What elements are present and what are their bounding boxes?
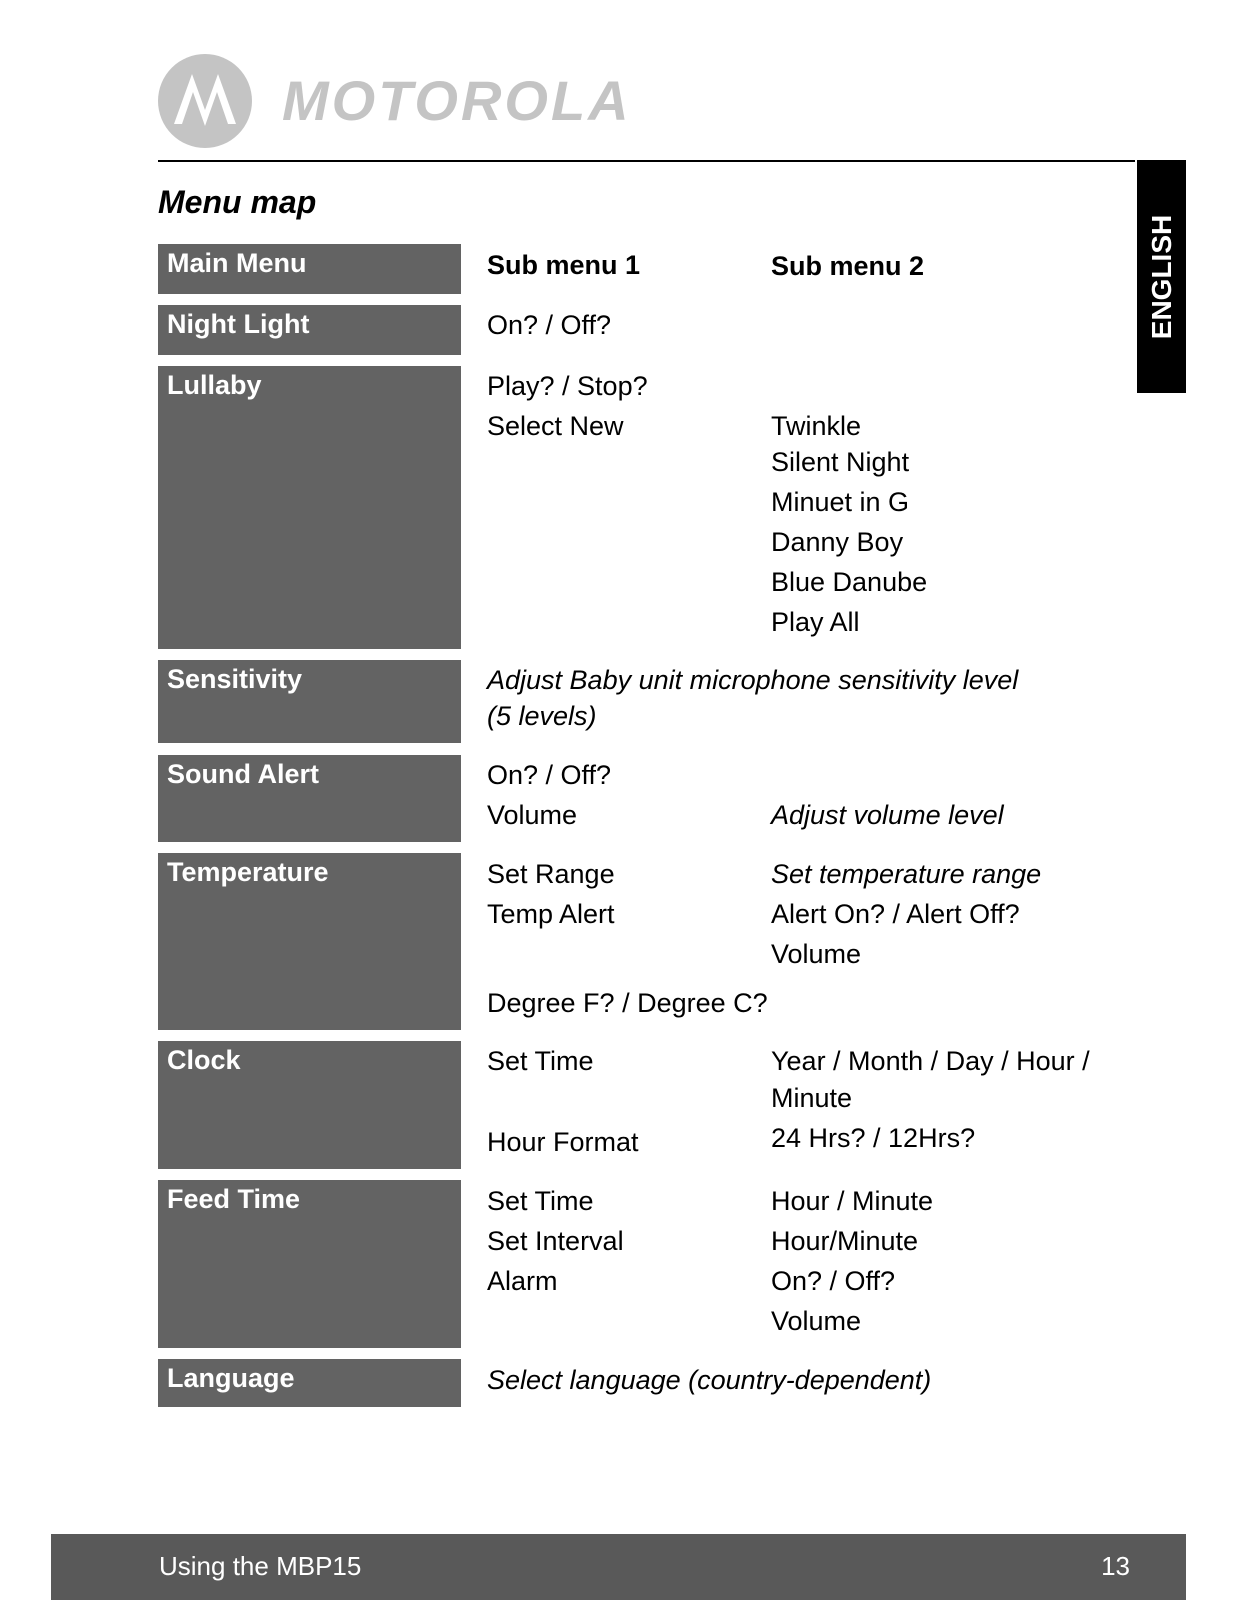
sub2-text: Danny Boy: [771, 527, 904, 557]
sub2-text: Minuet in G: [771, 487, 910, 517]
sub2-text: Volume: [771, 1306, 862, 1336]
description-text: (5 levels): [487, 701, 597, 731]
description-text: Select language (country-dependent): [487, 1365, 932, 1395]
sub1-text: Alarm: [487, 1266, 558, 1296]
sub2-text: Alert On? / Alert Off?: [771, 899, 1020, 929]
language-tab-label: ENGLISH: [1145, 214, 1177, 339]
page-title: Menu map: [158, 184, 317, 220]
sub1-text: Play? / Stop?: [487, 371, 648, 401]
page-footer: [51, 1534, 1186, 1600]
sub1-text: Set Range: [487, 859, 615, 889]
description-text: Adjust volume level: [771, 800, 1004, 830]
sub1-text: On? / Off?: [487, 760, 612, 790]
main-menu-header: Main Menu: [158, 244, 461, 294]
motorola-logo-icon: [158, 54, 252, 148]
sub2-text: Play All: [771, 607, 860, 637]
sub2-text: Twinkle: [771, 411, 862, 441]
sub2-text: 24 Hrs? / 12Hrs?: [771, 1123, 976, 1153]
sub2-text: Silent Night: [771, 447, 910, 477]
menu-item-temperature: Temperature: [158, 853, 461, 1030]
sub2-text: Minute: [771, 1083, 853, 1113]
sub2-text: Blue Danube: [771, 567, 928, 597]
sub1-text: Set Interval: [487, 1226, 624, 1256]
menu-item-night-light: Night Light: [158, 305, 461, 355]
sub2-text: Volume: [771, 939, 862, 969]
header-rule: [158, 160, 1135, 162]
sub2-text: Hour/Minute: [771, 1226, 919, 1256]
sub1-text: Select New: [487, 411, 624, 441]
footer-section-title: Using the MBP15: [159, 1551, 362, 1581]
menu-item-feed-time: Feed Time: [158, 1180, 461, 1348]
sub1-text: Degree F? / Degree C?: [487, 988, 768, 1018]
sub2-text: Year / Month / Day / Hour /: [771, 1046, 1090, 1076]
menu-item-lullaby: Lullaby: [158, 366, 461, 649]
sub-menu-1-header: Sub menu 1: [487, 250, 641, 280]
sub1-text: Volume: [487, 800, 578, 830]
sub2-text: On? / Off?: [771, 1266, 896, 1296]
sub1-text: Temp Alert: [487, 899, 615, 929]
logo-wordmark: MOTOROLA: [282, 69, 632, 132]
sub1-text: Set Time: [487, 1186, 594, 1216]
sub1-text: On? / Off?: [487, 310, 612, 340]
sub2-text: Hour / Minute: [771, 1186, 934, 1216]
menu-item-sound-alert: Sound Alert: [158, 755, 461, 842]
sub1-text: Hour Format: [487, 1127, 639, 1157]
language-tab: [1137, 160, 1186, 393]
sub1-text: Set Time: [487, 1046, 594, 1076]
sub-menu-2-header: Sub menu 2: [771, 251, 925, 281]
description-text: Adjust Baby unit microphone sensitivity level: [487, 665, 1019, 695]
menu-item-language: Language: [158, 1359, 461, 1407]
page-number: 13: [1101, 1551, 1130, 1581]
menu-item-sensitivity: Sensitivity: [158, 660, 461, 743]
description-text: Set temperature range: [771, 859, 1042, 889]
menu-item-clock: Clock: [158, 1041, 461, 1169]
